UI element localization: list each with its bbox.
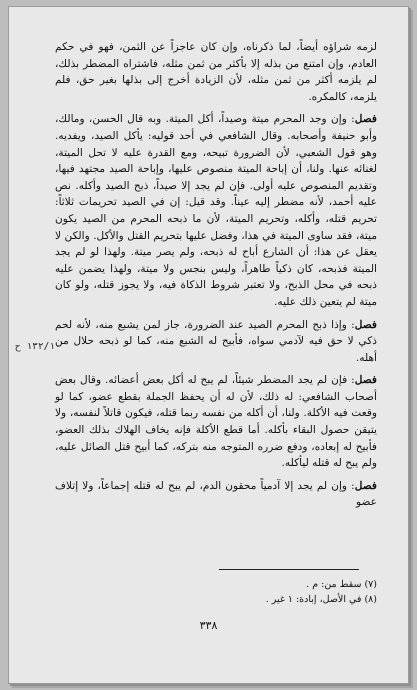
footnote-divider — [219, 569, 359, 570]
paragraph-lead: فصل — [354, 113, 377, 126]
paragraph-4 — [55, 372, 377, 472]
paragraph-lead: فصل — [354, 479, 377, 492]
margin-reference-number: ١٣٢/١٠ ح — [15, 341, 61, 352]
footnote-2: (٨) في الأصل، إبادة: ١ غير . — [265, 594, 377, 605]
paragraph-text: : وإن وجد المحرم ميتة وصيداً، أكل الميتة. وبه قال الحسن، ومالك، وأبو حنيفة وأصحابه. وقال الشافعي في أحد قوليه: يأكل الصيد، ويفديه. وهو قول الشعبي، لأن الضرورة تبيحه، ومع القدرة عليه لا تحل الميتة، لغنائه عنها. ولنا، أن إباحة الميتة منصوص عليها، وإباحة الصيد مجتهد فيها، وتقديم المنصوص عليه أولى. فإن لم يجد إلا صيداً، ذبح الصيد وأكله. نص عليه أحمد، لأنه مضطر إليه عيناً. وقد قيل: إن في الصيد تحريمات ثلاثاً: تحريم قتله، وأكله، وتحريم الميتة، لأن ما ذبحه المحرم من الصيد يكون ميتة، فقد ساوى الميتة في هذا، وفضل عليها بتحريم القتل والأكل. والكن لا يعقل عن هذا: أن الشارع أباح له ذبحه، ولم يصر ميتة. ولهذا لو لم يجد الميتة فذبحه، كان ذكياً طاهراً، وليس بنجس ولا ميتة، ولهذا يضمن عليه ذبحه في محل الذبح، ولا تعتبر شروط الذكاة فيه، ولا يجوز قتله، ولو كان ميتة لم يتعين ذلك عليه. — [55, 113, 377, 308]
paragraph-2 — [55, 111, 377, 310]
footnote-1: (٧) سقط من: م . — [306, 579, 377, 590]
paragraph-5 — [55, 478, 377, 511]
footnotes — [55, 577, 377, 607]
main-text — [55, 39, 377, 511]
paragraph-text: لزمه شراؤه أيضاً، لما ذكرناه، وإن كان عاجزاً عن الثمن، فهو في حكم العادم، وإن امتنع من بذله إلا بأكثر من ثمن مثله، فاشتراه المضطر بذلك، لم يلزمه أكثر من ثمن مثله، لأن الزيادة أخرج إلى بذلها بغير حق، فلم يلزمه، كالمكره. — [55, 41, 377, 103]
paragraph-lead: فصل — [354, 374, 377, 387]
paragraph-text: : وإذا ذبح المحرم الصيد عند الضرورة، جاز لمن يشبع منه، لأنه لحم ذكي لا حق فيه لآدمي سواه، فأبيح له الشبع منه، كما لو ذبحه حلال من أهله. — [55, 318, 377, 364]
paragraph-text: : وإن لم يجد إلا آدمياً محقون الدم، لم يبح له قتله إجماعاً، ولا إتلاف عضو — [55, 479, 377, 509]
paragraph-1 — [55, 39, 377, 105]
paragraph-lead: فصل — [354, 318, 377, 331]
book-page — [8, 6, 409, 684]
page-number: ٣٣٨ — [199, 619, 218, 632]
paragraph-text: : فإن لم يجد المضطر شيئاً، لم يبح له أكل بعض أعضائه. وقال بعض أصحاب الشافعي: له ذلك، لأن له أن يحفظ الجملة بقطع عضو، كما لو وقعت فيه الأكلة. ولنا، أن أكله من نفسه ربما قتله، فيكون قاتلاً لنفسه، ولا يتيقن حصول البقاء بأكله. أما قطع الأكلة فإنه يخاف الهلاك بذلك العضو، فأبيح له إبعاده، ودفع ضرره المتوجه منه بتركه، كما أبيح قتل الصائل عليه، ولم يبح له قتله ليأكله. — [55, 374, 377, 470]
paragraph-3 — [55, 317, 377, 367]
